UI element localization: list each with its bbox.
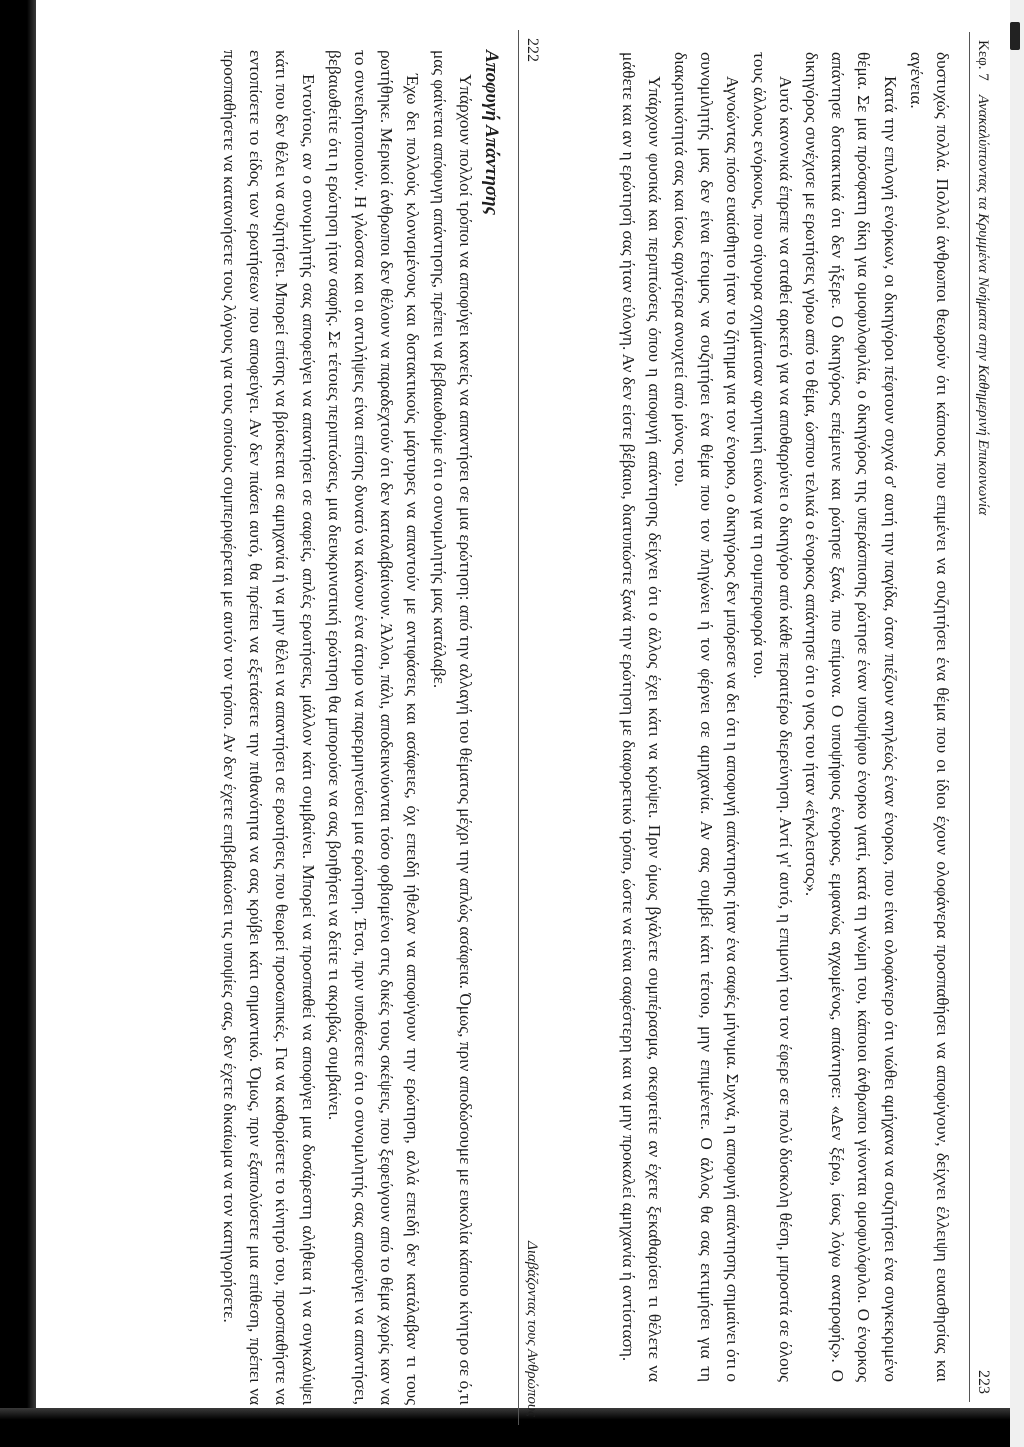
paragraph: Υπάρχουν πολλοί τρόποι να αποφύγει κανείς να απαντήσει σε μια ερώτηση: από την αλλαγή του θέματος μέχρι την απλώς ασάφεια. Όμως, πριν αποδώσουμε με ευκολία κάποιο κίνητρο σε ό,τι μας φαίνεται απόφυγη απάντησης, πρέπει να βεβαιωθούμε ότι ο συνομιλητής μας κατάλαβε. bbox=[429, 50, 475, 1405]
running-title: Διαβάζοντας τους Ανθρώπους bbox=[524, 1241, 540, 1417]
section-heading: Αποφυγή Απάντησης bbox=[481, 50, 502, 216]
paragraph: δυστυχώς πολλά. Πολλοί άνθρωποι θεωρούν ότι κάποιος που επιμένει να συζητήσει ένα θέμα που οι ίδιοι έχουν ολοφάνερα προσπαθήσει να αποφύγουν, δείχνει έλλειψη ευαισθησίας και αγένεια. bbox=[906, 52, 952, 1382]
paragraph: Εντούτοις, αν ο συνομιλητής σας αποφεύγει να απαντήσει σε σαφείς, απλές ερωτήσεις, μάλλον κάτι συμβαίνει. Μπορεί να προσπαθεί να αποφύγει μια δυσάρεστη αλήθεια ή να συγκαλύψει κάτι που δεν θέλει να συζητήσει. Μπορεί επίσης να βρίσκεται σε αμηχανία ή να μην θέλει να απαντήσει σε ερωτήσεις που θεωρεί προσωπικές. Για να καθορίσετε το κίνητρό του, προσπαθήστε να εντοπίσετε το είδος των ερωτήσεων που αποφεύγει. Αν δεν πιάσει αυτό, θα πρέπει να εξετάσετε την πιθανότητα να σας κρύβει κάτι σημαντικό. Όμως, πριν εξαπολύσετε μια επίθεση, πρέπει να προσπαθήσετε να κατανοήσετε τους λόγους για τους οποίους συμπεριφέρεται με αυτόν τον τρόπο. Αν δεν έχετε επιβεβαιώσει τις υποψίες σας, δεν έχετε δικαίωμα να τον κατηγορήσετε. bbox=[219, 50, 318, 1405]
chapter-label: Κεφ. 7 bbox=[975, 40, 991, 81]
scan-margin-right bbox=[1010, 0, 1024, 1447]
scan-shadow-left bbox=[0, 0, 36, 1447]
paragraph: Κατά την επιλογή ενόρκων, οι δικηγόροι πέφτουν συχνά σ' αυτή την παγίδα, όταν πιέζουν ανηλεώς έναν ένορκο, που είναι ολοφάνερο ότι νιώθει αμήχανα να συζητήσει ένα συγκεκριμένο θέμα. Σε μια πρόσφατη δίκη για ομοφυλοφιλία, ο δικηγόρος της υπεράσπισης ρώτησε έναν υποψήφιο ένορκο γιατί, κατά τη γνώμη του, κάποιοι άνθρωποι γίνονται ομοφυλόφιλοι. Ο ένορκος απάντησε διστακτικά ότι δεν ήξερε. Ο δικηγόρος επέμεινε και ρώτησε ξανά, πιο επίμονα. Ο υποψήφιος ένορκος, εμφανώς αγχωμένος, απάντησε: «Δεν ξέρω, ίσως λόγω ανατροφής». Ο δικηγόρος συνέχισε με ερωτήσεις γύρω από το θέμα, ώσπου τελικά ο ένορκος απάντησε ότι ο γιος του ήταν «έγκλειστος». bbox=[801, 52, 900, 1382]
binding-mark bbox=[1010, 22, 1020, 50]
paragraph: Έχω δει πολλούς κλονισμένους και διστακτικούς μάρτυρες να απαντούν με αντιφάσεις και ασάφειες, όχι επειδή ήθελαν να αποφύγουν την ερώτηση, αλλά επειδή δεν κατάλαβαν τι τους ρωτήθηκε. Μερικοί άνθρωποι δεν θέλουν να παραδεχτούν ότι δεν καταλαβαίνουν. Άλλοι, πάλι, αποδεικνύονται τόσο φοβισμένοι στις δικές τους σκέψεις, που ξεφεύγουν από το θέμα χωρίς καν να το συνειδητοποιούν. Η γλώσσα και οι αντιλήψεις είναι επίσης δυνατό να κάνουν ένα άτομο να παρερμηνεύσει μια ερώτηση. Έτσι, πριν υποθέσετε ότι ο συνομιλητής σας αποφεύγει να απαντήσει, βεβαιωθείτε ότι η ερώτηση ήταν σαφής. Σε τέτοιες περιπτώσεις, μια διευκρινιστική ερώτηση θα μπορούσε να σας βοηθήσει να δείτε τι ακριβώς συμβαίνει. bbox=[324, 50, 423, 1405]
page-223 bbox=[534, 32, 1004, 1402]
page-number: 223 bbox=[975, 1370, 992, 1394]
running-title: Ανακαλύπτοντας τα Κρυμμένα Νοήματα στην Καθημερινή Επικοινωνία bbox=[975, 94, 991, 516]
paragraph: Υπάρχουν φυσικά και περιπτώσεις όπου η αποφυγή απάντησης δείχνει ότι ο άλλος έχει κάτι να κρύψει. Πριν όμως βγάλετε συμπέρασμα, σκεφτείτε αν έχετε ξεκαθαρίσει τι θέλετε να μάθετε και αν η ερώτησή σας ήταν εύλογη. Αν δεν είστε βέβαιοι, διατυπώστε ξανά την ερώτηση με διαφορετικό τρόπο, ώστε να είναι σαφέστερη και να μην προκαλεί αμηχανία ή αντίσταση. bbox=[618, 52, 664, 1382]
page-number: 222 bbox=[524, 38, 541, 62]
paragraph: Αυτό κανονικά έπρεπε να σταθεί αρκετό για να αποθαρρύνει ο δικηγόρο από κάθε περαιτέρω διερεύνηση. Αντί γι' αυτό, η επιμονή του τον έφερε σε πολύ δύσκολη θέση, μπροστά σε όλους τους άλλους ενόρκους, που σίγουρα σχημάτισαν αρνητική εικόνα για τη συμπεριφορά του. bbox=[749, 52, 795, 1382]
paragraph: Αγνοώντας πόσο ευαίσθητο ήταν το ζήτημα για τον ένορκο, ο δικηγόρος δεν μπόρεσε να δει ότι η αποφυγή απάντησης ήταν ένα σαφές μήνυμα. Συχνά, η αποφυγή απάντησης σημαίνει ότι ο συνομιλητής μας δεν είναι έτοιμος να συζητήσει ένα θέμα που τον πληγώνει ή τον φέρνει σε αμηχανία. Αν σας συμβεί κάτι τέτοιο, μην επιμένετε. Ο άλλος θα σας εκτιμήσει για τη διακριτικότητά σας και ίσως αργότερα ανοιχτεί από μόνος του. bbox=[670, 52, 743, 1382]
page-222 bbox=[53, 30, 553, 1425]
page-body bbox=[216, 30, 518, 1425]
page-body bbox=[614, 32, 969, 1402]
running-head bbox=[969, 32, 1004, 1402]
